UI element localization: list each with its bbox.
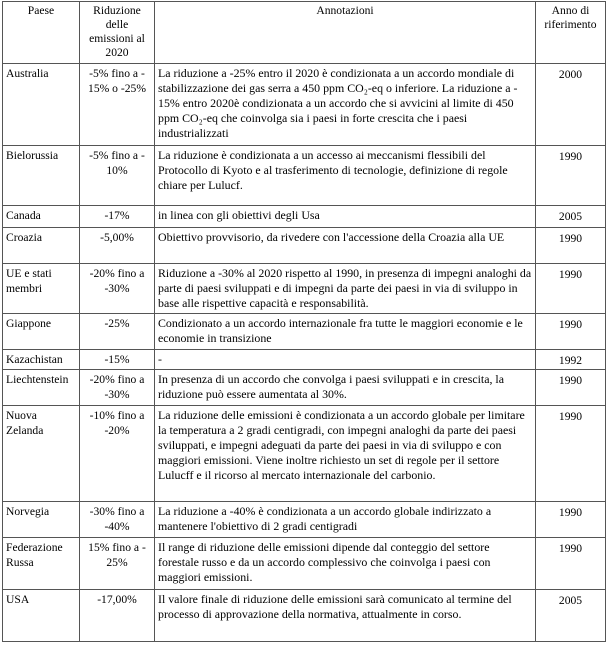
table-row <box>3 502 606 538</box>
cell-anno: 2000 <box>536 64 606 146</box>
cell-annotazioni: Obiettivo provvisorio, da rivedere con l'accessione della Croazia alla UE <box>155 228 536 264</box>
cell-riduzione: -5,00% <box>80 228 155 264</box>
table-row <box>3 370 606 406</box>
cell-riduzione: -25% <box>80 314 155 350</box>
cell-riduzione: 15% fino a - 25% <box>80 538 155 590</box>
table-row <box>3 264 606 314</box>
table-row <box>3 314 606 350</box>
cell-anno: 1990 <box>536 228 606 264</box>
cell-riduzione: -5% fino a - 10% <box>80 146 155 206</box>
table-row <box>3 406 606 502</box>
cell-riduzione: -20% fino a -30% <box>80 370 155 406</box>
cell-paese: Canada <box>3 206 80 228</box>
cell-paese: Nuova Zelanda <box>3 406 80 502</box>
cell-riduzione: -5% fino a - 15% o -25% <box>80 64 155 146</box>
table-row <box>3 146 606 206</box>
table-row <box>3 228 606 264</box>
cell-anno: 1990 <box>536 264 606 314</box>
emissions-table <box>2 1 606 642</box>
cell-annotazioni: Il valore finale di riduzione delle emissioni sarà comunicato al termine del processo di approvazione della normativa, attualmente in corso. <box>155 590 536 642</box>
cell-annotazioni: - <box>155 350 536 370</box>
cell-annotazioni: Riduzione a -30% al 2020 rispetto al 1990, in presenza di impegni analoghi da parte di paesi sviluppati e di impegni da parte dei paesi in via di sviluppo in base alle rispettive capacità e responsabilità. <box>155 264 536 314</box>
cell-annotazioni: In presenza di un accordo che convolga i paesi sviluppati e in crescita, la riduzione può essere aumentata al 30%. <box>155 370 536 406</box>
table-row <box>3 538 606 590</box>
cell-anno: 1992 <box>536 350 606 370</box>
cell-anno: 1990 <box>536 146 606 206</box>
cell-annotazioni: La riduzione è condizionata a un accesso ai meccanismi flessibili del Protocollo di Kyoto e al trasferimento di tecnologie, definizione di regole chiare per Lulucf. <box>155 146 536 206</box>
header-paese: Paese <box>3 2 80 64</box>
table-row <box>3 590 606 642</box>
cell-anno: 2005 <box>536 590 606 642</box>
cell-riduzione: -20% fino a -30% <box>80 264 155 314</box>
table-row <box>3 206 606 228</box>
cell-riduzione: -30% fino a -40% <box>80 502 155 538</box>
cell-anno: 1990 <box>536 502 606 538</box>
cell-annotazioni: in linea con gli obiettivi degli Usa <box>155 206 536 228</box>
cell-paese: Bielorussia <box>3 146 80 206</box>
cell-annotazioni: La riduzione delle emissioni è condizionata a un accordo globale per limitare la temperatura a 2 gradi centigradi, con impegni analoghi da parte dei paesi sviluppati, e impegni adeguati da parte dei paesi in via di sviluppo e con maggiori emissioni. Viene inoltre richiesto un set di regole per il settore Lulucff e il ricorso al mercato internazionale del carbonio. <box>155 406 536 502</box>
cell-paese: Croazia <box>3 228 80 264</box>
table-row <box>3 350 606 370</box>
cell-anno: 1990 <box>536 538 606 590</box>
cell-paese: Kazachistan <box>3 350 80 370</box>
cell-paese: Australia <box>3 64 80 146</box>
cell-paese: Liechtenstein <box>3 370 80 406</box>
header-anno: Anno di riferimento <box>536 2 606 64</box>
cell-riduzione: -10% fino a -20% <box>80 406 155 502</box>
cell-paese: UE e stati membri <box>3 264 80 314</box>
cell-paese: Norvegia <box>3 502 80 538</box>
cell-riduzione: -17,00% <box>80 590 155 642</box>
cell-annotazioni: La riduzione a -25% entro il 2020 è condizionata a un accordo mondiale di stabilizzazione dei gas serra a 450 ppm CO₂-eq o inferiore. La riduzione a - 15% entro 2020è condizionata a un accordo che si avvicini al limite di 450 ppm CO₂-eq che coinvolga sia i paesi in forte crescita che i paesi industrializzati <box>155 64 536 146</box>
cell-paese: Federazione Russa <box>3 538 80 590</box>
cell-riduzione: -15% <box>80 350 155 370</box>
cell-anno: 1990 <box>536 314 606 350</box>
cell-paese: Giappone <box>3 314 80 350</box>
cell-anno: 2005 <box>536 206 606 228</box>
header-row <box>3 2 606 64</box>
cell-annotazioni: Condizionato a un accordo internazionale fra tutte le maggiori economie e le economie in transizione <box>155 314 536 350</box>
header-riduzione: Riduzione delle emissioni al 2020 <box>80 2 155 64</box>
cell-paese: USA <box>3 590 80 642</box>
header-annotazioni: Annotazioni <box>155 2 536 64</box>
cell-annotazioni: La riduzione a -40% è condizionata a un accordo globale indirizzato a mantenere l'obiettivo di 2 gradi centigradi <box>155 502 536 538</box>
cell-annotazioni: Il range di riduzione delle emissioni dipende dal conteggio del settore forestale russo e da un accordo complessivo che coinvolga i paesi con maggiori emissioni. <box>155 538 536 590</box>
cell-riduzione: -17% <box>80 206 155 228</box>
table-row <box>3 64 606 146</box>
cell-anno: 1990 <box>536 370 606 406</box>
cell-anno: 1990 <box>536 406 606 502</box>
